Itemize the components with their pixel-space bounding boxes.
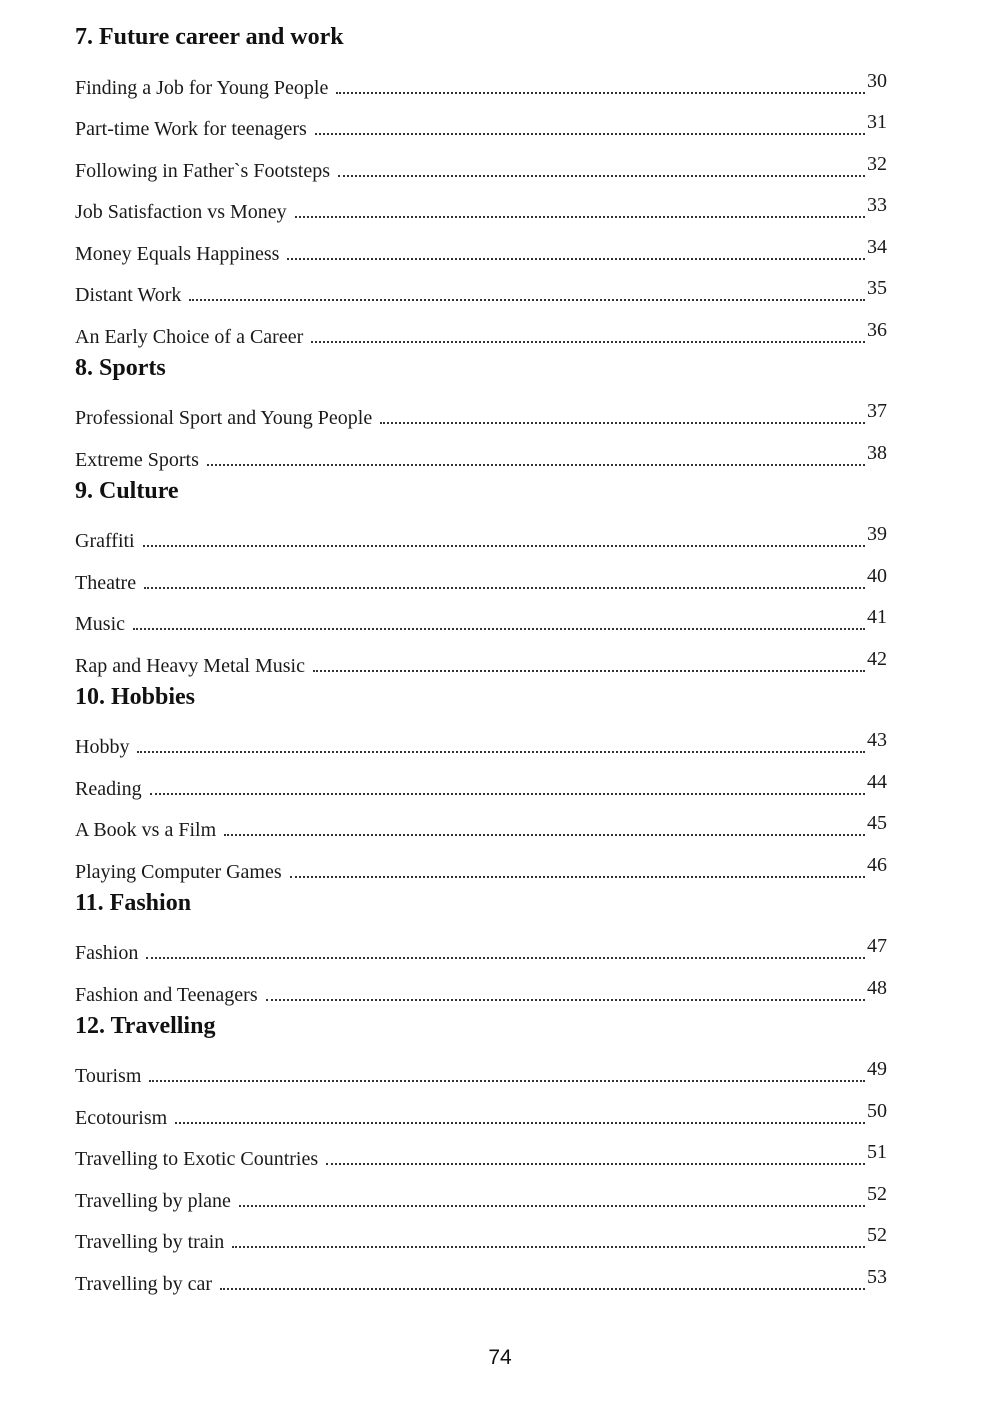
dot-leader (232, 1245, 865, 1248)
table-of-contents (75, 18, 887, 1296)
toc-entry[interactable] (75, 1088, 887, 1130)
toc-entry[interactable] (75, 842, 887, 884)
dot-leader (239, 1204, 865, 1207)
toc-entry[interactable] (75, 553, 887, 595)
dot-leader (290, 875, 865, 878)
entry-page-number: 41 (867, 606, 887, 628)
entry-page-number: 30 (867, 69, 887, 92)
entry-page-number: 47 (867, 935, 887, 957)
entry-title: Fashion and Teenagers (75, 983, 258, 1006)
toc-entry[interactable] (75, 924, 887, 966)
section-title: 8. Sports (75, 354, 166, 381)
toc-section-travelling (75, 1011, 887, 1296)
entry-page-number: 45 (867, 812, 887, 834)
dot-leader (295, 215, 865, 218)
dot-leader (313, 669, 865, 672)
dot-leader (137, 750, 865, 753)
toc-entry[interactable] (75, 307, 887, 349)
toc-entry[interactable] (75, 759, 887, 801)
toc-entry[interactable] (75, 389, 887, 431)
dot-leader (266, 998, 865, 1001)
entry-page-number: 33 (867, 194, 887, 216)
entry-page-number: 52 (867, 1182, 887, 1205)
entry-title: Hobby (75, 736, 130, 758)
entry-page-number: 39 (867, 523, 887, 545)
entry-page-number: 46 (867, 853, 887, 876)
dot-leader (207, 463, 865, 466)
entry-page-number: 32 (867, 152, 887, 175)
toc-entry[interactable] (75, 100, 887, 142)
entry-title: A Book vs a Film (75, 819, 217, 841)
section-title: 12. Travelling (75, 1012, 216, 1039)
entry-page-number: 31 (867, 111, 887, 133)
entry-title: Travelling by train (75, 1231, 225, 1253)
entry-title: Job Satisfaction vs Money (75, 201, 287, 223)
entry-page-number: 50 (867, 1099, 887, 1122)
entry-page-number: 42 (867, 647, 887, 670)
toc-entry[interactable] (75, 636, 887, 678)
entry-page-number: 53 (867, 1265, 887, 1288)
entry-title: Extreme Sports (75, 448, 199, 471)
entry-page-number: 38 (867, 441, 887, 464)
entry-page-number: 40 (867, 564, 887, 587)
toc-entry[interactable] (75, 718, 887, 760)
entry-page-number: 51 (867, 1141, 887, 1163)
dot-leader (144, 586, 865, 589)
entry-title: Finding a Job for Young People (75, 76, 329, 99)
dot-leader (336, 91, 865, 94)
toc-entry[interactable] (75, 183, 887, 225)
toc-entry[interactable] (75, 430, 887, 472)
entry-title: An Early Choice of a Career (75, 325, 304, 348)
dot-leader (133, 627, 865, 630)
toc-entry[interactable] (75, 965, 887, 1007)
dot-leader (175, 1121, 865, 1124)
toc-section-culture (75, 476, 887, 678)
section-title: 9. Culture (75, 477, 179, 504)
entry-page-number: 37 (867, 400, 887, 422)
entry-title: Rap and Heavy Metal Music (75, 654, 305, 677)
dot-leader (311, 340, 865, 343)
toc-entry[interactable] (75, 1130, 887, 1172)
toc-section-hobbies (75, 682, 887, 884)
dot-leader (189, 298, 865, 301)
entry-title: Ecotourism (75, 1106, 168, 1129)
section-title: 10. Hobbies (75, 683, 196, 710)
toc-entry[interactable] (75, 801, 887, 843)
entry-page-number: 43 (867, 729, 887, 751)
dot-leader (380, 421, 865, 424)
toc-entry[interactable] (75, 595, 887, 637)
toc-entry[interactable] (75, 1213, 887, 1255)
dot-leader (287, 257, 865, 260)
toc-section-sports (75, 353, 887, 472)
entry-page-number: 36 (867, 318, 887, 341)
toc-entry[interactable] (75, 224, 887, 266)
entry-title: Travelling by plane (75, 1189, 231, 1212)
entry-title: Music (75, 613, 125, 635)
toc-entry[interactable] (75, 512, 887, 554)
dot-leader (338, 174, 865, 177)
dot-leader (220, 1287, 865, 1290)
entry-title: Travelling to Exotic Countries (75, 1148, 319, 1170)
toc-entry[interactable] (75, 266, 887, 308)
toc-entry[interactable] (75, 1254, 887, 1296)
entry-page-number: 35 (867, 277, 887, 299)
dot-leader (326, 1162, 865, 1165)
toc-entry[interactable] (75, 1171, 887, 1213)
entry-page-number: 52 (867, 1224, 887, 1246)
entry-page-number: 49 (867, 1058, 887, 1080)
entry-title: Reading (75, 777, 142, 800)
entry-title: Tourism (75, 1065, 142, 1087)
entry-title: Money Equals Happiness (75, 242, 280, 265)
toc-section-fashion (75, 888, 887, 1007)
dot-leader (143, 544, 865, 547)
toc-entry[interactable] (75, 58, 887, 100)
entry-title: Travelling by car (75, 1272, 213, 1295)
entry-page-number: 34 (867, 235, 887, 258)
dot-leader (224, 833, 865, 836)
toc-section-future-career (75, 22, 887, 349)
dot-leader (146, 956, 865, 959)
entry-title: Professional Sport and Young People (75, 407, 373, 429)
entry-page-number: 48 (867, 976, 887, 999)
dot-leader (149, 1079, 865, 1082)
dot-leader (315, 132, 865, 135)
entry-title: Following in Father`s Footsteps (75, 159, 331, 182)
entry-title: Graffiti (75, 530, 135, 552)
entry-title: Part-time Work for teenagers (75, 118, 307, 140)
section-title: 7. Future career and work (75, 24, 344, 50)
entry-title: Theatre (75, 571, 137, 594)
toc-entry[interactable] (75, 1047, 887, 1089)
entry-page-number: 44 (867, 770, 887, 793)
entry-title: Fashion (75, 942, 139, 964)
dot-leader (150, 792, 865, 795)
section-title: 11. Fashion (75, 889, 192, 916)
page-number: 74 (488, 1346, 512, 1369)
entry-title: Distant Work (75, 284, 182, 306)
toc-entry[interactable] (75, 141, 887, 183)
entry-title: Playing Computer Games (75, 860, 282, 883)
